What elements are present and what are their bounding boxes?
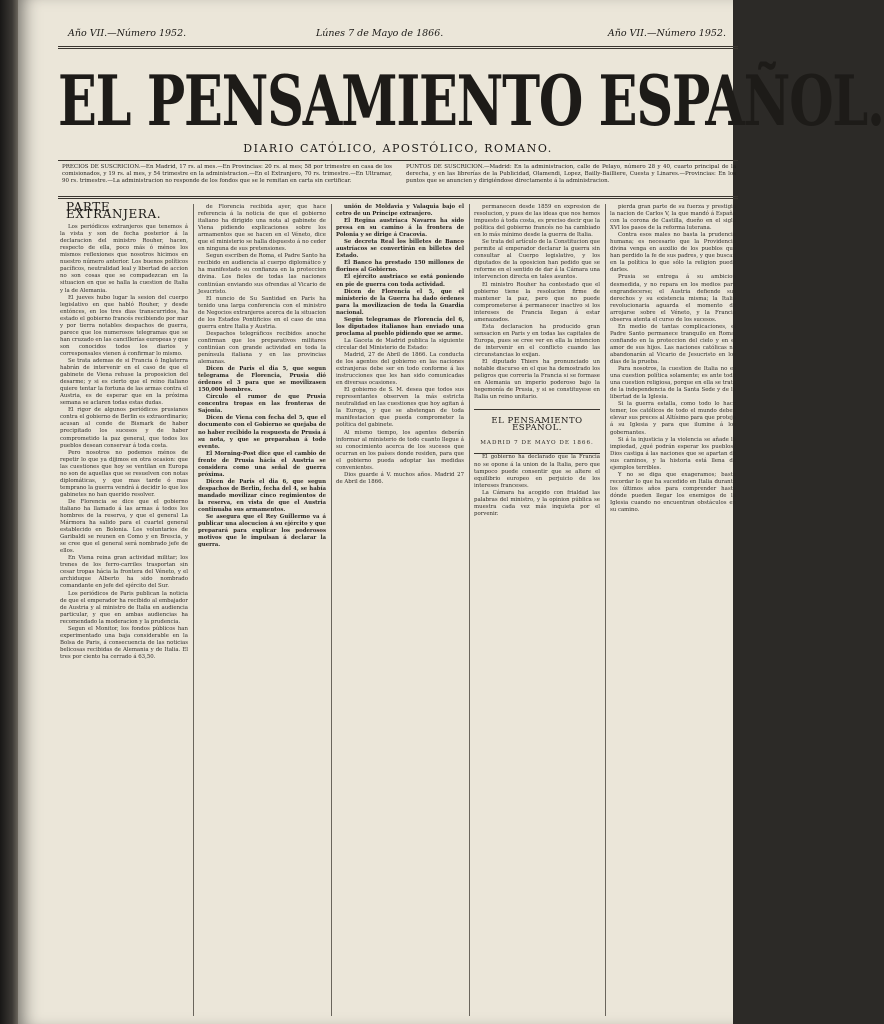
column-2: [198, 204, 326, 1016]
column-paragraph: Si la guerra estalla, como todo lo hace temer, los católicos de todo el mundo deben elevar sus preces al Altísimo para que proteja á su Iglesia y para que ilumine á los gobernantes.: [610, 401, 736, 436]
editorial-dateline: MADRID 7 DE MAYO DE 1866.: [480, 440, 594, 447]
editorial-title: EL PENSAMIENTO ESPAÑOL.: [491, 416, 583, 434]
column-divider: [469, 204, 470, 1016]
issue-date: Lúnes 7 de Mayo de 1866.: [316, 28, 444, 39]
telegram-paragraph: Dicen de Paris el dia 5, que segun telegrama de Florencia, Prusia dió órdenes el 3 para que se movilizasen 150,000 hombres.: [198, 366, 326, 394]
section-title-foreign: PARTE EXTRANJERA.: [66, 200, 162, 222]
telegram-paragraph: Dicen de Paris el dia 6, que segun despachos de Berlin, fecha del 4, se había mandado movilizar cinco regimientos de la reserva, en vista de que el Austria continuaba sus armamentos.: [198, 478, 326, 514]
page-content: [58, 18, 884, 1018]
column-paragraph: El gobierno ha declarado que la Francia no se opone á la union de la Italia, pero que tampoco puede consentir que se altere el equilibrio europeo en perjuicio de los intereses franceses.: [474, 454, 600, 489]
subscription-rule-double: [58, 198, 738, 199]
subscription-rule-bottom: [58, 196, 738, 197]
subscription-points: PUNTOS DE SUSCRICION.—Madrid: En la administracion, calle de Pelayo, número 28 y 40, cuarto principal de la derecha, y en las librerías de la Publicidad, Olamendi, Lopez, Bailly-Bailliere, Cuesta y Linares.—Provincias: En los puntos que se anuncien y dirigiéndose directamente á la administracion.: [406, 164, 736, 184]
column-paragraph: de Florencia recibida ayer, que hace referencia á la noticia de que el gobierno italiano ha dirigido una nota al gabinete de Viena pidiendo explicaciones sobre los armamentos que se hacen en el Véneto, dice que el ministerio se halla dispuesto á no ceder en ninguna de sus pretensiones.: [198, 204, 326, 253]
column-paragraph: Prusia se entrega á su ambicion desmedida, y no repara en los medios para engrandecerse; el Austria defiende sus derechos y su existencia misma; la Italia revolucionaria aguarda el momento de arrojarse sobre el Véneto, y la Francia observa atenta el curso de los sucesos.: [610, 274, 736, 323]
telegram-paragraph: El ejército austríaco se está poniendo en pie de guerra con toda actividad.: [336, 274, 464, 288]
telegram-paragraph: unión de Moldavia y Valaquia bajo el cetro de un Príncipe extranjero.: [336, 204, 464, 218]
masthead-subtitle: DIARIO CATÓLICO, APOSTÓLICO, ROMANO.: [243, 142, 553, 155]
column-divider: [605, 204, 606, 1016]
editorial-box: [474, 409, 600, 454]
column-4: [474, 204, 600, 1016]
column-paragraph: Madrid, 27 de Abril de 1866. La conducta de los agentes del gobierno en las naciones extranjeras debe ser en todo conforme á las instrucciones que les han sido comunicadas en diversas ocasiones.: [336, 351, 464, 387]
column-paragraph: Al mismo tiempo, los agentes deberán informar al ministerio de todo cuanto llegue á su conocimiento acerca de los sucesos que ocurran en los países donde residen, para que el gobierno pueda adoptar las medidas convenientes.: [336, 429, 464, 471]
column-paragraph: La Gaceta de Madrid publica la siguiente circular del Ministerio de Estado:: [336, 337, 464, 351]
column-paragraph: Dios guarde á V. muchos años. Madrid 27 de Abril de 1866.: [336, 471, 464, 485]
issue-number-right: Año VII.—Número 1952.: [607, 28, 726, 39]
column-paragraph: Segun escriben de Roma, el Padre Santo ha recibido en audiencia al cuerpo diplomático y ha manifestado su confianza en la proteccion divina. Los fieles de todas las naciones continúan enviando sus ofrendas al Vicario de Jesucristo.: [198, 253, 326, 295]
column-paragraph: Para nosotros, la cuestion de Italia no es una cuestion política solamente; es ante todo una cuestion religiosa, porque en ella se trata de la independencia de la Santa Sede y de la libertad de la Iglesia.: [610, 366, 736, 401]
column-paragraph: Esta declaracion ha producido gran sensacion en Paris y en todas las capitales de Europa, pues se cree ver en ella la intencion de intervenir en el conflicto cuando las circunstancias lo exijan.: [474, 323, 600, 358]
column-paragraph: Se trata ademas de si Francia ó Inglaterra habrán de intervenir en el caso de que el gabinete de Viena rehuse la proposicion del desarme; y si es cierto que el reino italiano quiere tentar la fortuna de las armas contra el Austria, es de esperar que en la próxima semana se aclaren todas estas dudas.: [60, 357, 188, 407]
column-paragraph: El nuncio de Su Santidad en Paris ha tenido una larga conferencia con el ministro de Negocios extranjeros acerca de la situacion de los Estados Pontificios en el caso de una guerra entre Italia y Austria.: [198, 295, 327, 330]
column-paragraph: En medio de tantas complicaciones, el Padre Santo permanece tranquilo en Roma, confiando en la proteccion del cielo y en el amor de sus hijos. Las naciones católicas no abandonarán al Vicario de Jesucristo en los dias de la prueba.: [610, 323, 736, 366]
column-paragraph: De Florencia se dice que el gobierno italiano ha llamado á las armas á todos los hombres de la reserva, y que el general La Mármora ha salido para el cuartel general establecido en Bolonia. Los voluntarios de Garibaldi se reunen en Como y en Brescia, y se cree que el general será nombrado jefe de ellos.: [60, 498, 188, 555]
column-paragraph: Contra esos males no basta la prudencia humana; es necesario que la Providencia divina venga en auxilio de los pueblos que han perdido la fe de sus padres, y que buscan en la política lo que sólo la religion puede darles.: [610, 232, 736, 274]
column-paragraph: pierda gran parte de su fuerza y prestigio la nacion de Carlos V, la que mandó á España con la corona de Castilla, dueño en el siglo XVI los pasos de la reforma luterana.: [610, 204, 736, 232]
subscription-prices: PRECIOS DE SUSCRICION.—En Madrid, 17 rs. al mes.—En Provincias: 20 rs. al mes; 58 por trimestre en casa de los comisionados, y 19 rs. al mes, y 54 trimestre en la administracion.—En el Extranjero, 70 rs. trimestre.—En Ultramar, 90 rs. trimestre.—La administracion no responde de los fondos que se le remitan en carta sin certificar.: [62, 164, 392, 184]
column-paragraph: El diputado Thiers ha pronunciado un notable discurso en el que ha demostrado los peligros que correria la Francia si se formase en Alemania un imperio poderoso bajo la hegemonía de Prusia, y si se constituyese en Italia un reino unitario.: [474, 359, 600, 401]
column-paragraph: El gobierno de S. M. desea que todos sus representantes observen la más estricta neutralidad en las cuestiones que hoy agitan á la Europa, y que se abstengan de toda manifestacion que pueda comprometer la política del gabinete.: [336, 387, 464, 429]
telegram-paragraph: Dicen de Viena con fecha del 5, que el documento con el Gobierno se quejaba de no haber recibido la respuesta de Prusia á su nota, y que se preparaban á todo evento.: [198, 415, 326, 450]
column-paragraph: Pero nosotros no podemos ménos de repetir lo que ya dijimos en otra ocasion: que las cuestiones que hoy se ventilan en Europa no son de aquellas que se resuelven con notas diplomáticas, y que mas tarde ó mas temprano la guerra vendrá á decidir lo que los gabinetes no han querido resolver.: [60, 449, 188, 498]
telegram-paragraph: El Banco ha prestado 150 millones de florines al Gobierno.: [336, 260, 464, 274]
column-5: [610, 204, 736, 1016]
telegram-paragraph: Dicen de Florencia el 5, que el ministerio de la Guerra ha dado órdenes para la movilizacion de toda la Guardia nacional.: [336, 288, 464, 316]
telegram-paragraph: El Morning-Post dice que el cambio de frente de Prusia hácia el Austria se considera como una señal de guerra próxima.: [198, 450, 326, 478]
issue-header: [58, 28, 738, 44]
column-paragraph: El jueves hubo lugar la sesion del cuerpo legislativo en que habló Rouher, y desde entónces, en los tres dias transcurridos, ha estado el gobierno francés recibiendo por mar y por tierra notables despachos de guerra, parece que los numerosos telegramas que se han cruzado en las cancillerías europeas y que son conocidos todos los diarios y corresponsales vienen á confirmar lo mismo.: [60, 294, 188, 357]
column-paragraph: Y no se diga que exageramos; basta recordar lo que ha sucedido en Italia durante los últimos años para comprender hasta dónde pueden llegar los enemigos de la Iglesia cuando no encuentran obstáculos en su camino.: [610, 471, 736, 514]
header-rule-double: [58, 48, 738, 49]
column-paragraph: Si á la injusticia y la violencia se añade la impiedad, ¿qué podrán esperar los pueblos? Dios castiga á las naciones que se apartan de sus caminos, y la historia está llena de ejemplos terribles.: [610, 436, 736, 471]
issue-number-left: Año VII.—Número 1952.: [68, 28, 187, 39]
column-divider: [193, 204, 194, 1016]
column-paragraph: El rigor de algunos periódicos prusianos contra el gobierno de Berlin es extraordinario; acusan al conde de Bismark de haber precipitado los sucesos y de haber comprometido la paz general, que todos los pueblos desean conservar á toda costa.: [60, 407, 188, 449]
telegram-paragraph: El Regina austríaca Navarra ha sido presa en su camino á la frontera de Polonia y se dirige á Cracovia.: [336, 218, 464, 239]
masthead-title: EL PENSAMIENTO ESPAÑOL.: [58, 61, 884, 143]
column-paragraph: En Viena reina gran actividad militar; los trenes de los ferro-carriles trasportan sin cesar tropas hácia la frontera del Véneto, y el archiduque Alberto ha sido nombrado comandante en jefe del ejército del Sur.: [60, 555, 188, 590]
column-paragraph: Despachos telegráficos recibidos anoche confirman que los preparativos militares continúan con grande actividad en toda la península italiana y en las provincias alemanas.: [198, 330, 326, 366]
column-paragraph: La Cámara ha acogido con frialdad las palabras del ministro, y la opinion pública se muestra cada vez más inquieta por el porvenir.: [474, 489, 600, 517]
header-rule: [58, 46, 738, 47]
column-paragraph: El ministro Rouher ha contestado que el gobierno tiene la resolucion firme de mantener la paz, pero que no puede comprometerse á permanecer inactivo si los intereses de Francia llegan á estar amenazados.: [474, 281, 600, 323]
telegram-paragraph: Según telegramas de Florencia del 6, los diputados italianos han enviado una proclama al pueblo pidiendo que se arme.: [336, 316, 464, 337]
column-3: [336, 204, 464, 1016]
column-paragraph: permanecen desde 1859 en expresion de resolucion, y pues de las ideas que nos hemos impuesto á toda costa, es preciso decir que la política del gobierno francés no ha cambiado en lo más mínimo desde la guerra de Italia.: [474, 204, 600, 239]
column-paragraph: Se trata del artículo de la Constitucion que permite al emperador declarar la guerra sin consultar al Cuerpo legislativo, y los diputados de la oposicion han pedido que se reforme en el sentido de dar á la Cámara una intervencion directa en tales asuntos.: [474, 239, 601, 281]
column-paragraph: Segun el Monitor, los fondos públicos han experimentado una baja considerable en la Bolsa de Paris, á consecuencia de las noticias belicosas recibidas de Alemania y de Italia. El tres por ciento ha cerrado á 63,50.: [60, 625, 188, 660]
column-1: [60, 200, 188, 1016]
telegram-paragraph: Círculo el rumor de que Prusia concentra tropas en las fronteras de Sajonia.: [198, 394, 326, 415]
column-divider: [331, 204, 332, 1016]
column-paragraph: Los periódicos extranjeros que tenemos á la vista y son de fecha posterior á la declaracion del ministro Rouher, hacen, respecto de ella, poco más ó ménos los mismos reflexiones que nosotros hicimos en nuestro número anterior. Los buenos políticos pacíficos, neutralidad leal y libertad de accion no son cosas que se compadezcan en la situacion en que se halla la cuestion de Italia y la de Alemania.: [60, 224, 188, 294]
column-paragraph: Los periódicos de Paris publican la noticia de que el emperador ha recibido al embajador de Austria y al ministro de Italia en audiencia particular, y que en ambas audiencias ha recomendado la moderacion y la prudencia.: [60, 590, 188, 625]
telegram-paragraph: Se asegura que el Rey Guillermo va á publicar una alocucion á su ejército y que preparará para explicar los poderosos motivos que le impulsan á declarar la guerra.: [198, 514, 326, 549]
newspaper-page: [18, 0, 884, 1024]
subscription-rule-top: [58, 160, 738, 161]
telegram-paragraph: Se decreta Real los billetes de Banco austríacos se convertirán en billetes del Estado.: [336, 239, 464, 260]
